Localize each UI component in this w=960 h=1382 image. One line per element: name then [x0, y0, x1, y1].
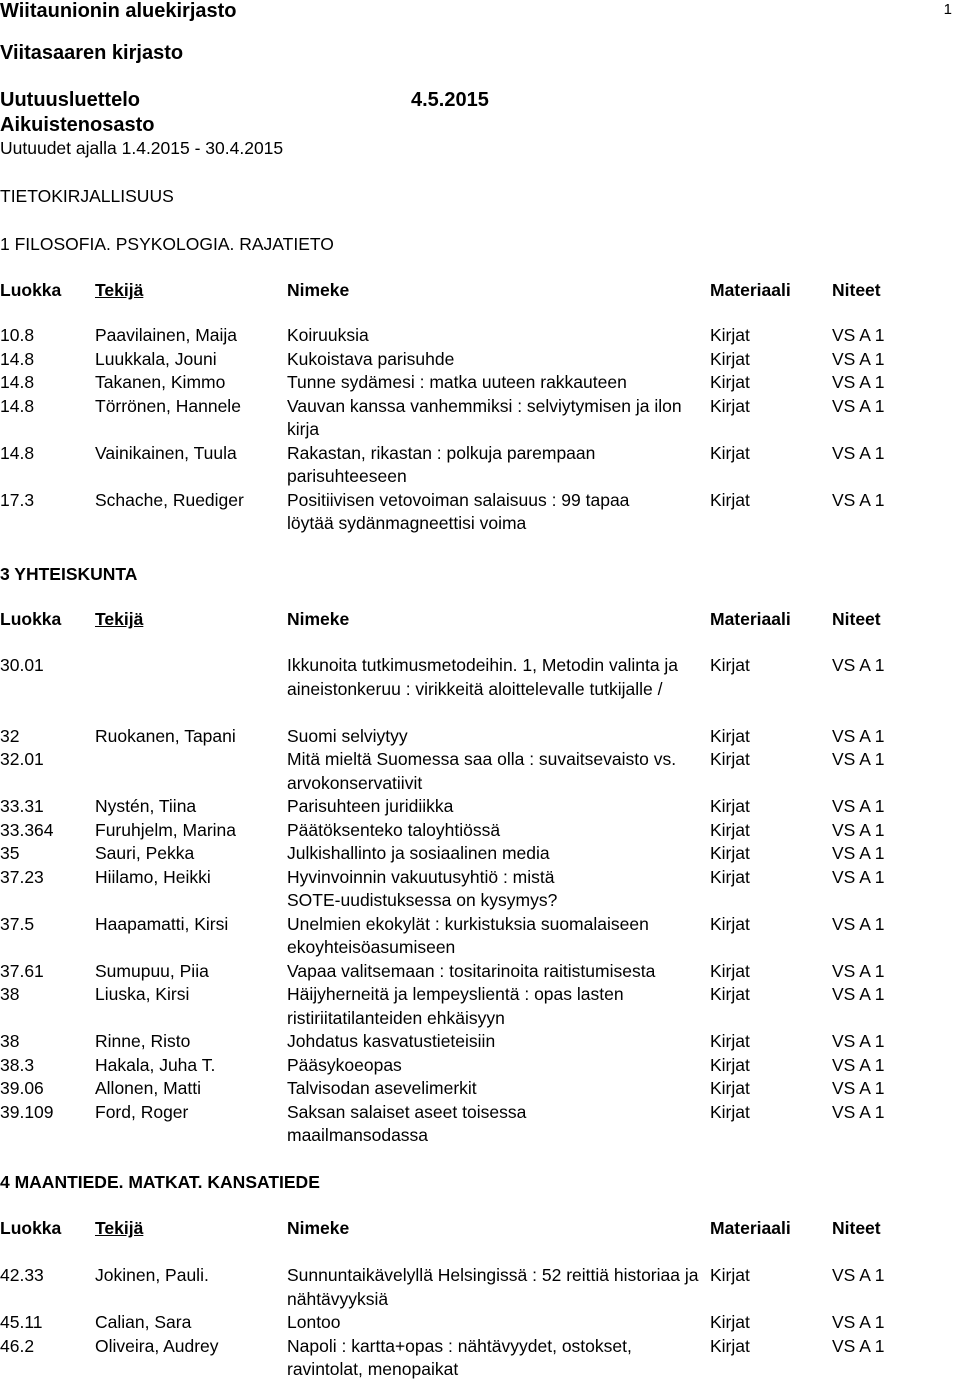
cell-niteet: VS A 1 [832, 489, 885, 510]
cell-materiaali: Kirjat [710, 843, 750, 863]
cell-nimeke: Mitä mieltä Suomessa saa olla : suvaitsevaisto vs. arvokonservatiivit [287, 749, 677, 793]
cell-nimeke: Tunne sydämesi : matka uuteen rakkauteen [287, 372, 627, 392]
col-materiaali: Materiaali [710, 280, 791, 300]
section-1-table [0, 280, 960, 304]
col-tekija: Tekijä [95, 609, 144, 629]
cell-tekija: Vainikainen, Tuula [95, 442, 237, 463]
cell-nimeke: Päätöksenteko taloyhtiössä [287, 819, 501, 840]
cell-materiaali: Kirjat [710, 489, 750, 510]
col-nimeke: Nimeke [287, 280, 350, 300]
section-title: 1 FILOSOFIA. PSYKOLOGIA. RAJATIETO [0, 234, 334, 254]
cell-nimeke: Kukoistava parisuhde [287, 348, 455, 369]
cell-tekija: Luukkala, Jouni [95, 348, 217, 369]
page-number: 1 [943, 1, 952, 18]
cell-materiaali: Kirjat [710, 1335, 750, 1356]
cell-nimeke: Ikkunoita tutkimusmetodeihin. 1, Metodin valinta ja aineistonkeruu : virikkeitä aloittelevalle tutkijalle / [287, 655, 679, 699]
cell-materiaali: Kirjat [710, 655, 750, 675]
branch-name: Viitasaaren kirjasto [0, 42, 184, 64]
cell-luokka: 42.33 [0, 1265, 44, 1285]
table-row [0, 324, 960, 348]
cell-nimeke: Parisuhteen juridiikka [287, 796, 454, 816]
cell-tekija: Nystén, Tiina [95, 796, 197, 816]
section-4-table [0, 1218, 960, 1242]
cell-niteet: VS A 1 [832, 866, 885, 887]
col-nimeke: Nimeke [287, 1218, 350, 1238]
cell-nimeke: Johdatus kasvatustieteisiin [287, 1031, 496, 1051]
cell-niteet: VS A 1 [832, 325, 885, 345]
cell-nimeke: Saksan salaiset aseet toisessa maailmansodassa [287, 1101, 527, 1145]
department: Aikuistenosasto [0, 114, 155, 136]
cell-materiaali: Kirjat [710, 1031, 750, 1051]
cell-tekija: Törrönen, Hannele [95, 395, 241, 416]
cell-niteet: VS A 1 [832, 843, 885, 863]
cell-luokka: 14.8 [0, 442, 35, 463]
cell-luokka: 45.11 [0, 1312, 43, 1332]
cell-materiaali: Kirjat [710, 796, 750, 816]
cell-niteet: VS A 1 [832, 395, 885, 416]
cell-luokka: 33.31 [0, 796, 44, 816]
col-luokka: Luokka [0, 280, 62, 300]
cell-luokka: 14.8 [0, 348, 35, 369]
cell-luokka: 14.8 [0, 395, 35, 416]
column-header-row [0, 1218, 960, 1242]
cell-niteet: VS A 1 [832, 725, 885, 746]
cell-nimeke: Suomi selviytyy [287, 725, 408, 746]
table-row [0, 489, 960, 536]
cell-materiaali: Kirjat [710, 960, 750, 981]
cell-materiaali: Kirjat [710, 325, 750, 345]
cell-tekija: Ruokanen, Tapani [95, 725, 236, 746]
cell-nimeke: Sunnuntaikävelyllä Helsingissä : 52 reittiä historiaa ja nähtävyyksiä [287, 1265, 699, 1309]
cell-materiaali: Kirjat [710, 913, 750, 934]
col-luokka: Luokka [0, 1218, 62, 1238]
cell-materiaali: Kirjat [710, 749, 750, 769]
cell-luokka: 46.2 [0, 1335, 35, 1356]
table-row [0, 748, 960, 795]
cell-luokka: 39.06 [0, 1078, 44, 1098]
cell-nimeke: Häijyherneitä ja lempeyslientä : opas lasten ristiriitatilanteiden ehkäisyyn [287, 984, 624, 1028]
cell-nimeke: Hyvinvoinnin vakuutusyhtiö : mistä SOTE-uudistuksessa on kysymys? [287, 866, 558, 910]
cell-tekija: Allonen, Matti [95, 1078, 202, 1098]
cell-luokka: 37.5 [0, 913, 35, 934]
col-materiaali: Materiaali [710, 1218, 791, 1238]
col-nimeke: Nimeke [287, 609, 350, 629]
cell-luokka: 39.109 [0, 1101, 54, 1122]
cell-luokka: 33.364 [0, 819, 54, 840]
cell-nimeke: Vauvan kanssa vanhemmiksi : selviytymisen ja ilon kirja [287, 395, 682, 439]
section-title: 3 YHTEISKUNTA [0, 564, 138, 584]
cell-materiaali: Kirjat [710, 1101, 750, 1122]
cell-nimeke: Julkishallinto ja sosiaalinen media [287, 843, 550, 863]
cell-materiaali: Kirjat [710, 1265, 750, 1285]
table-row [0, 395, 960, 442]
cell-luokka: 35 [0, 843, 20, 863]
cell-nimeke: Napoli : kartta+opas : nähtävyydet, ostokset, ravintolat, menopaikat [287, 1335, 632, 1379]
cell-nimeke: Positiivisen vetovoiman salaisuus : 99 tapaa löytää sydänmagneettisi voima [287, 489, 630, 533]
cell-materiaali: Kirjat [710, 442, 750, 463]
col-luokka: Luokka [0, 609, 62, 629]
cell-materiaali: Kirjat [710, 819, 750, 840]
category-heading: TIETOKIRJALLISUUS [0, 186, 174, 206]
cell-tekija: Jokinen, Pauli. [95, 1265, 209, 1285]
list-date: 4.5.2015 [411, 89, 489, 111]
cell-niteet: VS A 1 [832, 1078, 885, 1098]
cell-nimeke: Koiruuksia [287, 325, 369, 345]
cell-niteet: VS A 1 [832, 819, 885, 840]
cell-materiaali: Kirjat [710, 984, 750, 1004]
section-1-rows [0, 324, 960, 536]
col-materiaali: Materiaali [710, 609, 791, 629]
table-row [0, 442, 960, 489]
col-tekija: Tekijä [95, 280, 144, 300]
col-tekija: Tekijä [95, 1218, 144, 1238]
cell-luokka: 30.01 [0, 655, 44, 675]
cell-tekija: Hakala, Juha T. [95, 1054, 216, 1075]
cell-niteet: VS A 1 [832, 1054, 885, 1075]
table-row [0, 348, 960, 372]
list-title: Uutuusluettelo [0, 89, 140, 111]
cell-tekija: Hiilamo, Heikki [95, 866, 211, 887]
table-row [0, 795, 960, 819]
cell-tekija: Sauri, Pekka [95, 843, 195, 863]
cell-niteet: VS A 1 [832, 372, 885, 392]
cell-niteet: VS A 1 [832, 442, 885, 463]
table-row [0, 654, 960, 725]
table-row [0, 1311, 960, 1335]
cell-niteet: VS A 1 [832, 1335, 885, 1356]
cell-luokka: 37.61 [0, 960, 44, 981]
cell-niteet: VS A 1 [832, 1265, 885, 1285]
cell-luokka: 32.01 [0, 749, 44, 769]
cell-luokka: 38 [0, 1031, 20, 1051]
section-3-table [0, 609, 960, 633]
cell-niteet: VS A 1 [832, 348, 885, 369]
cell-nimeke: Rakastan, rikastan : polkuja parempaan parisuhteeseen [287, 442, 596, 486]
cell-niteet: VS A 1 [832, 913, 885, 934]
cell-niteet: VS A 1 [832, 1312, 885, 1332]
library-name: Wiitaunionin aluekirjasto [0, 0, 237, 22]
cell-nimeke: Pääsykoeopas [287, 1054, 402, 1075]
col-niteet: Niteet [832, 1218, 881, 1238]
cell-niteet: VS A 1 [832, 655, 885, 675]
col-niteet: Niteet [832, 280, 881, 300]
col-niteet: Niteet [832, 609, 881, 629]
table-row [0, 819, 960, 843]
cell-tekija: Schache, Ruediger [95, 489, 244, 510]
column-header-row [0, 609, 960, 633]
table-row [0, 1077, 960, 1101]
cell-materiaali: Kirjat [710, 1078, 750, 1098]
table-row [0, 725, 960, 749]
table-row [0, 1335, 960, 1382]
cell-niteet: VS A 1 [832, 1101, 885, 1122]
cell-tekija: Oliveira, Audrey [95, 1335, 219, 1356]
table-row [0, 1054, 960, 1078]
cell-luokka: 17.3 [0, 489, 35, 510]
cell-niteet: VS A 1 [832, 749, 885, 769]
cell-tekija: Haapamatti, Kirsi [95, 913, 229, 934]
cell-tekija: Takanen, Kimmo [95, 372, 226, 392]
section-4-rows [0, 1264, 960, 1382]
table-row [0, 913, 960, 960]
cell-luokka: 10.8 [0, 325, 35, 345]
cell-materiaali: Kirjat [710, 372, 750, 392]
cell-nimeke: Unelmien ekokylät : kurkistuksia suomalaiseen ekoyhteisöasumiseen [287, 913, 649, 957]
cell-nimeke: Vapaa valitsemaan : tositarinoita raitistumisesta [287, 960, 656, 981]
cell-materiaali: Kirjat [710, 725, 750, 746]
table-row [0, 842, 960, 866]
cell-tekija: Paavilainen, Maija [95, 325, 238, 345]
period: Uutuudet ajalla 1.4.2015 - 30.4.2015 [0, 138, 284, 158]
section-title: 4 MAANTIEDE. MATKAT. KANSATIEDE [0, 1172, 320, 1192]
cell-tekija: Liuska, Kirsi [95, 984, 190, 1004]
cell-materiaali: Kirjat [710, 395, 750, 416]
cell-tekija: Rinne, Risto [95, 1031, 191, 1051]
cell-niteet: VS A 1 [832, 984, 885, 1004]
table-row [0, 960, 960, 984]
table-row [0, 1101, 960, 1148]
cell-niteet: VS A 1 [832, 1031, 885, 1051]
cell-nimeke: Talvisodan asevelimerkit [287, 1078, 477, 1098]
cell-niteet: VS A 1 [832, 796, 885, 816]
table-row [0, 371, 960, 395]
cell-luokka: 38 [0, 984, 20, 1004]
cell-tekija: Calian, Sara [95, 1312, 192, 1332]
cell-niteet: VS A 1 [832, 960, 885, 981]
cell-luokka: 37.23 [0, 866, 44, 887]
cell-materiaali: Kirjat [710, 1054, 750, 1075]
cell-tekija: Furuhjelm, Marina [95, 819, 237, 840]
cell-materiaali: Kirjat [710, 348, 750, 369]
cell-materiaali: Kirjat [710, 1312, 750, 1332]
table-row [0, 1030, 960, 1054]
cell-luokka: 32 [0, 725, 20, 746]
cell-luokka: 38.3 [0, 1054, 35, 1075]
cell-nimeke: Lontoo [287, 1312, 341, 1332]
cell-luokka: 14.8 [0, 372, 35, 392]
cell-tekija: Ford, Roger [95, 1101, 189, 1122]
column-header-row [0, 280, 960, 304]
table-row [0, 866, 960, 913]
section-3-rows [0, 654, 960, 1148]
cell-materiaali: Kirjat [710, 866, 750, 887]
table-row [0, 1264, 960, 1311]
cell-tekija: Sumupuu, Piia [95, 960, 209, 981]
table-row [0, 983, 960, 1030]
